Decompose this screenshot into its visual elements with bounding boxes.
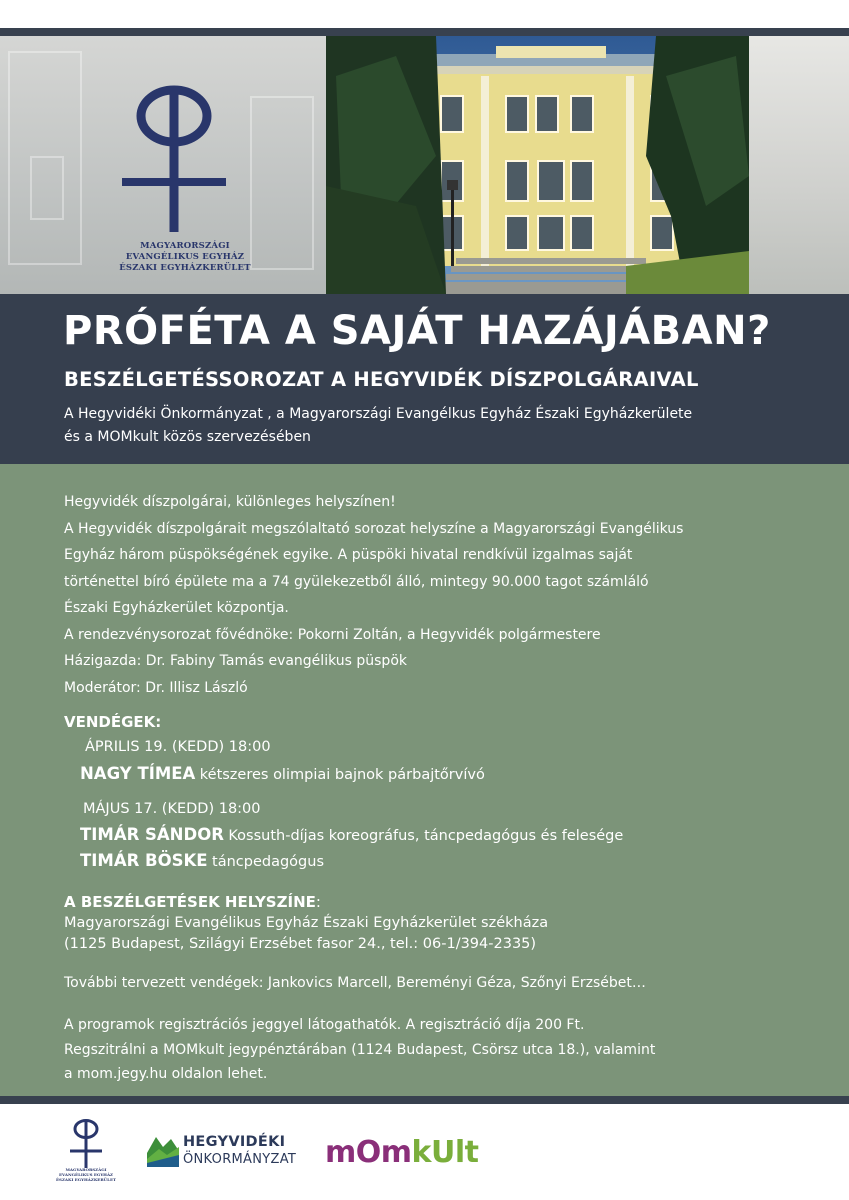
- building-photo: [326, 36, 749, 294]
- guest-description: Kossuth-díjas koreográfus, táncpedagógus és felesége: [228, 828, 624, 844]
- organizers-line: és a MOMkult közös szervezésében: [64, 429, 311, 445]
- footer-hegyvideki-logo: [147, 1133, 297, 1173]
- church-logo-text: [100, 241, 270, 274]
- intro-line: Északi Egyházkerület központja.: [64, 600, 289, 616]
- footer-momkult-logo: [325, 1132, 495, 1172]
- guest-description: kétszeres olimpiai bajnok párbajtőrvívó: [199, 767, 485, 783]
- intro-line: Egyház három püspökségének egyike. A püspöki hivatal rendkívül izgalmas saját: [64, 547, 633, 563]
- organizers-line: A Hegyvidéki Önkormányzat , a Magyarországi Evangélkus Egyház Északi Egyházkerülete: [64, 406, 693, 422]
- guests-heading: VENDÉGEK:: [64, 713, 162, 731]
- page-subtitle: BESZÉLGETÉSSOROZAT A HEGYVIDÉK DÍSZPOLGÁRAIVAL: [64, 368, 699, 391]
- event2-date: MÁJUS 17. (KEDD) 18:00: [83, 801, 261, 817]
- footer-church-logo: [56, 1118, 116, 1188]
- bottom-rule: [0, 1096, 849, 1104]
- guest-description: táncpedagógus: [212, 854, 325, 870]
- momkult-logo-icon: [325, 1132, 490, 1172]
- svg-text:mOmkUlt: mOmkUlt: [325, 1135, 479, 1170]
- guest-name: TIMÁR SÁNDOR: [80, 825, 224, 844]
- intro-line: történettel bíró épülete ma a 74 gyülekezetből álló, mintegy 90.000 tagot számláló: [64, 573, 649, 590]
- venue-heading: [64, 893, 321, 911]
- event2-guest1: [80, 825, 623, 844]
- more-guests-text: További tervezett vendégek: Jankovics Marcell, Bereményi Géza, Szőnyi Erzsébet…: [64, 975, 646, 991]
- logo-line: MAGYARORSZÁGI: [65, 1167, 107, 1172]
- event2-guest2: [80, 851, 324, 870]
- venue-line: Magyarországi Evangélikus Egyház Északi Egyházkerület székháza: [64, 915, 549, 931]
- onkormanyzat-text: ÖNKORMÁNYZAT: [183, 1152, 297, 1167]
- organizers-text: [64, 403, 692, 449]
- header-photo: [0, 36, 849, 294]
- intro-line: A Hegyvidék díszpolgárait megszólaltató sorozat helyszíne a Magyarországi Evangélikus: [64, 520, 684, 537]
- cross-anchor-logo-icon: [118, 84, 230, 234]
- venue-address: (1125 Budapest, Szilágyi Erzsébet fasor 24., tel.: 06-1/394-2335): [64, 936, 537, 952]
- cross-anchor-logo-icon: [68, 1118, 104, 1168]
- intro-line: Házigazda: Dr. Fabiny Tamás evangélikus püspök: [64, 653, 407, 669]
- logo-line: ÉSZAKI EGYHÁZKERÜLET: [56, 1177, 116, 1182]
- mountain-icon: [147, 1133, 179, 1167]
- logo-line: EVANGÉLIKUS EGYHÁZ: [59, 1172, 113, 1177]
- registration-line: a mom.jegy.hu oldalon lehet.: [64, 1066, 268, 1082]
- guest-name: NAGY TÍMEA: [80, 764, 196, 783]
- venue-heading-colon: :: [315, 893, 321, 911]
- guest-name: TIMÁR BÖSKE: [80, 851, 208, 870]
- intro-line: Hegyvidék díszpolgárai, különleges helyszínen!: [64, 494, 396, 510]
- registration-text: [64, 1013, 655, 1087]
- logo-line: MAGYARORSZÁGI: [140, 241, 230, 251]
- intro-text: [64, 489, 683, 701]
- footer-church-logo-text: [51, 1167, 121, 1182]
- page-title: PRÓFÉTA A SAJÁT HAZÁJÁBAN?: [63, 308, 771, 354]
- intro-line: A rendezvénysorozat fővédnöke: Pokorni Zoltán, a Hegyvidék polgármestere: [64, 626, 601, 643]
- intro-line: Moderátor: Dr. Illisz László: [64, 679, 248, 696]
- top-rule: [0, 28, 849, 36]
- logo-line: EVANGÉLIKUS EGYHÁZ: [125, 252, 245, 262]
- event1-guest: [80, 764, 485, 783]
- logo-line: ÉSZAKI EGYHÁZKERÜLET: [119, 263, 251, 273]
- registration-line: A programok regisztrációs jeggyel látogathatók. A regisztráció díja 200 Ft.: [64, 1017, 585, 1033]
- hegyvideki-text: HEGYVIDÉKI: [183, 1134, 286, 1150]
- venue-heading-label: A BESZÉLGETÉSEK HELYSZÍNE: [64, 893, 316, 911]
- event1-date: ÁPRILIS 19. (KEDD) 18:00: [85, 739, 271, 755]
- registration-line: Regszitrálni a MOMkult jegypénztárában (1124 Budapest, Csörsz utca 18.), valamint: [64, 1041, 656, 1058]
- faded-tree-photo: [749, 36, 849, 294]
